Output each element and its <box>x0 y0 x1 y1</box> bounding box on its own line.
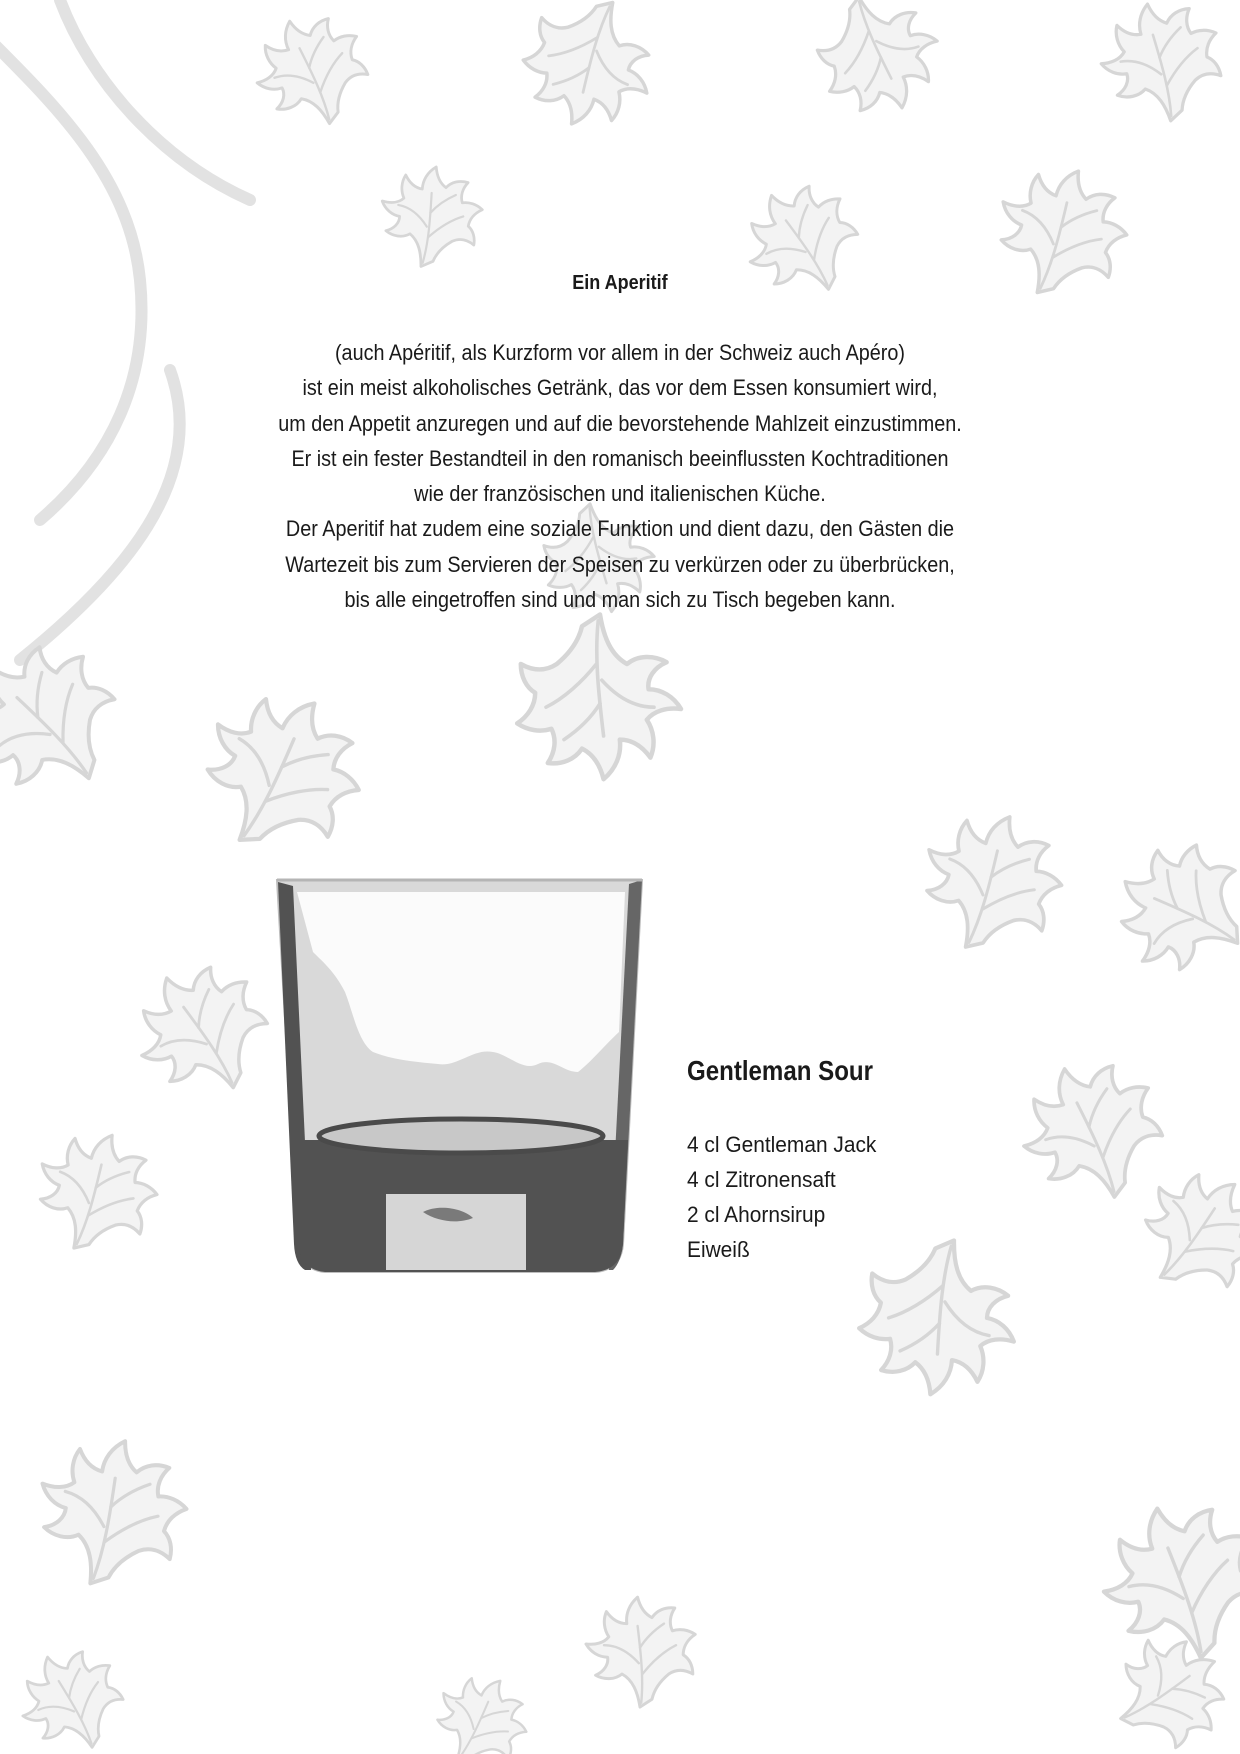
intro-paragraph <box>170 335 1070 617</box>
ornament-leaf <box>372 159 488 276</box>
ornament-leaf <box>902 795 1077 971</box>
ornament-leaf <box>1087 1488 1240 1678</box>
recipe-title: Gentleman Sour <box>687 1055 873 1086</box>
intro-line: bis alle eingetroffen sind und man sich zu Tisch begeben kann. <box>344 587 896 613</box>
glass-base-reflection <box>386 1194 526 1270</box>
ornament-stem <box>60 0 250 200</box>
intro-title <box>0 270 1240 296</box>
ornament-leaf <box>0 619 145 825</box>
glass-base-ring <box>319 1119 603 1153</box>
ornament-leaf <box>586 1597 695 1707</box>
intro-line: ist ein meist alkoholisches Getränk, das vor dem Essen konsumiert wird, <box>302 375 938 401</box>
ornament-leaf <box>1115 1149 1240 1316</box>
ingredient-item: 4 cl Gentleman Jack <box>687 1132 877 1157</box>
ornament-leaf <box>1094 1617 1240 1754</box>
intro-line: wie der französischen und italienischen Küche. <box>414 481 826 507</box>
ingredient-item: Eiweiß <box>687 1237 750 1262</box>
ornament-leaf <box>19 1116 171 1268</box>
ingredient-item: 2 cl Ahornsirup <box>687 1202 826 1227</box>
ornament-leaf <box>5 1635 138 1754</box>
intro-title-text: Ein Aperitif <box>572 272 668 294</box>
ornament-leaf <box>241 2 381 143</box>
ingredient-item: 4 cl Zitronensaft <box>687 1167 836 1192</box>
tumbler-glass-icon <box>273 872 646 1275</box>
intro-line: um den Appetit anzuregen und auf die bevorstehende Mahlzeit einzustimmen. <box>278 410 962 436</box>
ornament-leaf <box>173 667 385 879</box>
ornament-leaf <box>508 0 672 144</box>
intro-line: (auch Apéritif, als Kurzform vor allem in der Schweiz auch Apéro) <box>334 340 906 365</box>
ornament-leaf <box>1095 823 1240 997</box>
intro-line: Wartezeit bis zum Servieren der Speisen zu verkürzen oder zu überbrücken, <box>285 551 955 577</box>
ornament-leaf <box>1092 0 1229 131</box>
ornament-leaf <box>1004 1044 1179 1220</box>
intro-line: Der Aperitif hat zudem eine soziale Funktion und dient dazu, den Gästen die <box>285 516 955 542</box>
ornament-leaf <box>21 1423 200 1602</box>
ornament-leaf <box>803 0 955 129</box>
ornament-leaf <box>517 615 681 780</box>
intro-line: Er ist ein fester Bestandteil in den romanisch beeinflussten Kochtraditionen <box>291 445 949 471</box>
ingredient-list <box>687 1127 886 1267</box>
ornament-leaf <box>115 944 289 1119</box>
ornament-leaf <box>417 1659 542 1754</box>
